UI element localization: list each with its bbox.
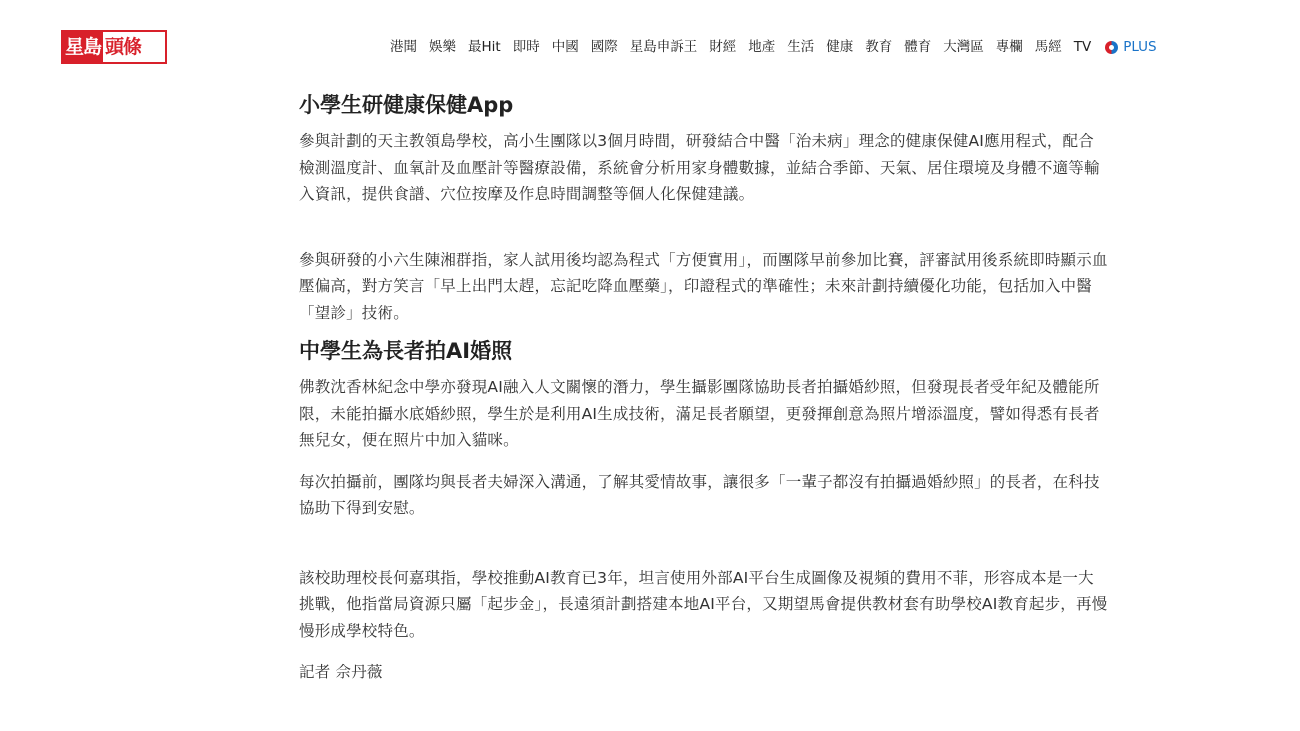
logo-text-part2: 頭條	[103, 32, 165, 62]
nav-item-sports[interactable]: 體育	[904, 39, 932, 55]
nav-item-complaints[interactable]: 星島申訴王	[629, 39, 698, 55]
section-heading-primary-app: 小學生研健康保健App	[299, 93, 514, 117]
nav-item-most-hit[interactable]: 最Hit	[468, 39, 501, 55]
nav-item-plus[interactable]	[1105, 37, 1156, 57]
site-header	[0, 0, 1300, 90]
nav-item-education[interactable]: 教育	[865, 39, 893, 55]
logo-text-part1: 星島	[63, 32, 103, 62]
nav-item-tv[interactable]: TV	[1073, 39, 1092, 55]
paragraph-app-student-quote: 參與研發的小六生陳湘群指，家人試用後均認為程式「方便實用」，而團隊早前參加比賽，評審試用後系統即時顯示血壓偏高，對方笑言「早上出門太趕，忘記吃降血壓藥」，印證程式的準確性；未來計劃持續優化功能，包括加入中醫「望診」技術。	[299, 250, 1108, 322]
nav-item-greater-bay[interactable]: 大灣區	[943, 39, 984, 55]
nav-item-lifestyle[interactable]: 生活	[787, 39, 815, 55]
plus-logo-icon	[1105, 41, 1118, 54]
main-nav	[390, 37, 1157, 57]
nav-item-entertainment[interactable]: 娛樂	[429, 39, 456, 55]
paragraph-assistant-principal: 該校助理校長何嘉琪指，學校推動AI教育已3年，坦言使用外部AI平台生成圖像及視頻的費用不菲，形容成本是一大挑戰，他指當局資源只屬「起步金」，長遠須計劃搭建本地AI平台，又期望馬會提供教材套有助學校AI教育起步，再慢慢形成學校特色。	[299, 568, 1108, 640]
nav-item-china[interactable]: 中國	[551, 39, 579, 55]
article-body	[299, 88, 1109, 686]
nav-item-international[interactable]: 國際	[590, 39, 618, 55]
nav-item-instant[interactable]: 即時	[512, 39, 540, 55]
paragraph-wedding-communication: 每次拍攝前，團隊均與長者夫婦深入溝通，了解其愛情故事，讓很多「一輩子都沒有拍攝過婚紗照」的長者，在科技協助下得到安慰。	[299, 472, 1100, 517]
nav-item-property[interactable]: 地產	[748, 39, 776, 55]
plus-label: PLUS	[1123, 39, 1157, 55]
nav-item-horse-racing[interactable]: 馬經	[1034, 39, 1062, 55]
paragraph-app-intro: 參與計劃的天主教領島學校，高小生團隊以3個月時間，研發結合中醫「治未病」理念的健康保健AI應用程式，配合檢測溫度計、血氧計及血壓計等醫療設備，系統會分析用家身體數據，並結合季節、天氣、居住環境及身體不適等輸入資訊，提供食譜、穴位按摩及作息時間調整等個人化保健建議。	[299, 132, 1100, 203]
nav-item-columns[interactable]: 專欄	[995, 39, 1023, 55]
nav-item-finance[interactable]: 財經	[709, 39, 737, 55]
site-logo[interactable]	[61, 30, 167, 64]
section-heading-ai-wedding: 中學生為長者拍AI婚照	[299, 339, 513, 363]
nav-item-health[interactable]: 健康	[826, 39, 854, 55]
nav-item-local-news[interactable]: 港聞	[390, 39, 417, 55]
paragraph-wedding-intro: 佛教沈香林紀念中學亦發現AI融入人文關懷的潛力，學生攝影團隊協助長者拍攝婚紗照，但發現長者受年紀及體能所限，未能拍攝水底婚紗照，學生於是利用AI生成技術，滿足長者願望，更發揮創意為照片增添溫度，譬如得悉有長者無兒女，便在照片中加入貓咪。	[299, 378, 1100, 449]
byline: 記者 佘丹薇	[299, 663, 383, 681]
